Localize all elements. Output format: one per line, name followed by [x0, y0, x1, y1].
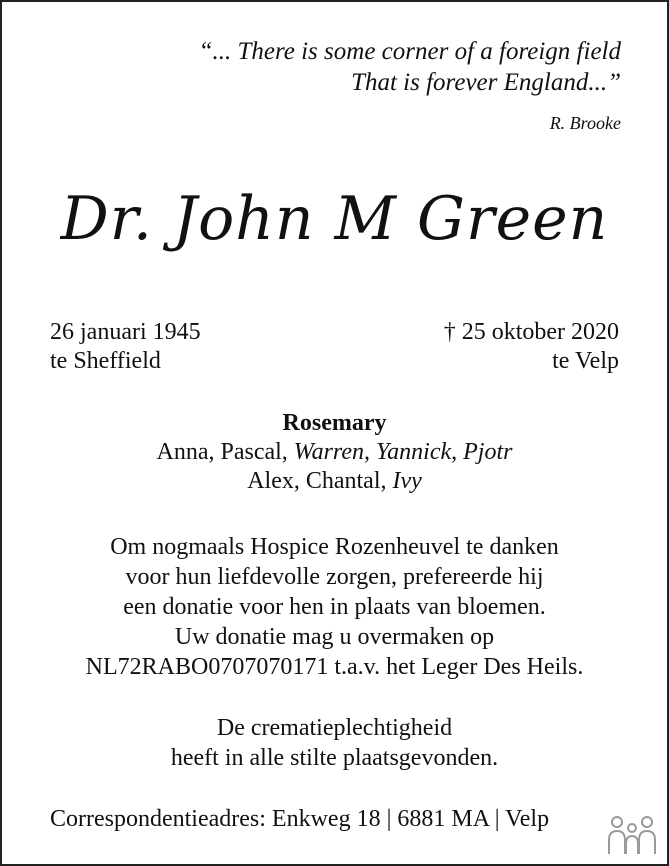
- ceremony-line: De crematieplechtigheid: [216, 715, 453, 741]
- family-line-children: [2, 438, 667, 467]
- quote-line-1: “... There is some corner of a foreign field: [198, 38, 621, 65]
- family-list: [2, 409, 667, 496]
- donation-message: [2, 532, 667, 682]
- birth-place: te Sheffield: [50, 348, 161, 374]
- message-line: een donatie voor hen in plaats van bloemen.: [123, 594, 546, 620]
- family-spouse: Rosemary: [282, 410, 387, 436]
- ceremony-notice: [2, 713, 667, 773]
- family-children-plain: Anna, Pascal,: [156, 439, 294, 465]
- quote-line-2: That is forever England...”: [351, 69, 621, 96]
- ceremony-line: heeft in alle stilte plaatsgevonden.: [170, 745, 499, 771]
- family-grandchildren-plain: Alex, Chantal,: [247, 468, 393, 494]
- message-line: voor hun liefdevolle zorgen, prefereerde hij: [125, 564, 544, 590]
- family-grandchildren-italic: Ivy: [392, 468, 422, 494]
- family-line-grandchildren: [2, 467, 667, 496]
- correspondence-address: Correspondentieadres: Enkweg 18 | 6881 MA | Velp: [50, 806, 550, 832]
- message-line: Om nogmaals Hospice Rozenheuvel te danken: [110, 534, 559, 560]
- quote-author: R. Brooke: [549, 113, 621, 133]
- death-place: te Velp: [552, 348, 619, 374]
- deceased-name: Dr. John M Green: [60, 184, 609, 254]
- family-people-icon: [607, 814, 657, 856]
- death-date: † 25 oktober 2020: [443, 319, 619, 345]
- birth-info: [50, 318, 201, 376]
- message-line: Uw donatie mag u overmaken op: [174, 624, 495, 650]
- birth-date: 26 januari 1945: [50, 319, 201, 345]
- family-children-italic: Warren, Yannick, Pjotr: [293, 439, 513, 465]
- death-info: [444, 318, 619, 376]
- life-dates: [50, 318, 619, 376]
- message-line: NL72RABO0707070171 t.a.v. het Leger Des Heils.: [85, 654, 584, 680]
- quote: [199, 36, 621, 98]
